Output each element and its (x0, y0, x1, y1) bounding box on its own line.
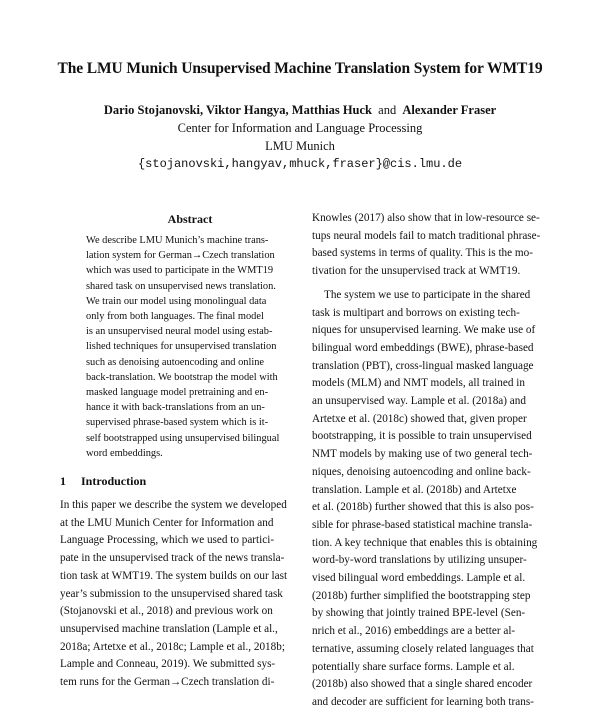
text-line: vised bilingual word embeddings. Lample et al. (312, 572, 526, 585)
text-line: tion. A key technique that enables this is obtaining (312, 536, 538, 549)
text-line: niques for unsupervised learning. We make use of (312, 324, 536, 337)
introduction-paragraph (60, 497, 320, 692)
author-emails: {stojanovski,hangyav,mhuck,fraser}@cis.lmu.de (137, 157, 463, 171)
text-line: tem runs for the German→Czech translation di- (60, 676, 275, 689)
text-line: task is multipart and borrows on existing tech- (312, 306, 520, 319)
paper-title: The LMU Munich Unsupervised Machine Translation System for WMT19 (57, 60, 543, 77)
text-line: bilingual word embeddings (BWE), phrase-based (312, 341, 534, 354)
text-line: only from both languages. The final model (86, 311, 264, 323)
text-line: unsupervised machine translation (Lample et al., (60, 622, 278, 635)
text-line: Artetxe et al. (2018c) showed that, given proper (312, 412, 527, 425)
left-column (60, 210, 320, 692)
text-line: an unsupervised way. Lample et al. (2018a) and (312, 395, 526, 408)
section-heading-introduction (60, 473, 320, 489)
text-line: tion task at WMT19. The system builds on our last (60, 569, 288, 582)
text-line: (2018b) also showed that a single shared encoder (312, 678, 533, 691)
text-line: tivation for the unsupervised track at WMT19. (312, 265, 521, 278)
text-line: ternative, assuming closely related languages that (312, 642, 534, 655)
text-line: at the LMU Munich Center for Information and (60, 516, 274, 529)
affiliation: Center for Information and Language Processing (177, 121, 423, 135)
last-author-name: Alexander Fraser (402, 103, 497, 117)
text-line: masked language model pretraining and en- (86, 387, 269, 399)
text-line: back-translation. We bootstrap the model with (86, 371, 278, 383)
text-line: (2018b) further simplified the bootstrapping step (312, 589, 531, 602)
text-line: bootstrapping, it is possible to train unsupervised (312, 430, 532, 443)
text-line: word-by-word translations by utilizing unsuper- (312, 554, 527, 567)
text-line: We train our model using monolingual data (86, 295, 267, 307)
text-line: translation. Lample et al. (2018b) and Artetxe (312, 483, 517, 496)
text-line: translation (PBT), cross-lingual masked language (312, 359, 534, 372)
text-line: NMT models by making use of two general tech- (312, 448, 533, 461)
text-line: year’s submission to the unsupervised shared task (60, 587, 283, 600)
abstract-heading: Abstract (167, 212, 213, 226)
text-line: lished techniques for unsupervised translation (86, 341, 277, 353)
text-line: et al. (2018b) further showed that this is also pos- (312, 501, 534, 514)
text-line: is an unsupervised neural model using estab- (86, 326, 273, 338)
text-line: based systems in terms of quality. This is the mo- (312, 247, 533, 260)
text-line: tups neural models fail to match traditional phrase- (312, 229, 541, 242)
text-line: self bootstrapped using unsupervised bilingual (86, 432, 280, 444)
text-line: sible for phrase-based statistical machine transla- (312, 518, 533, 531)
text-line: The system we use to participate in the shared (324, 288, 531, 301)
text-line: and decoder are sufficient for learning both trans- (312, 695, 534, 708)
text-line: models (MLM) and NMT models, all trained in (312, 377, 525, 390)
author-line (0, 101, 600, 119)
text-line: nrich et al., 2016) embeddings are a better al- (312, 625, 516, 638)
author-names: Dario Stojanovski, Viktor Hangya, Matthias Huck (103, 103, 373, 117)
author-conjunction: and (378, 103, 397, 117)
abstract-body (86, 233, 300, 461)
text-line: which was used to participate in the WMT19 (86, 265, 274, 277)
text-line: by showing that jointly trained BPE-level (Sen- (312, 607, 526, 620)
text-line: Knowles (2017) also show that in low-resource se- (312, 212, 540, 224)
text-line: word embeddings. (86, 447, 163, 459)
text-line: (Stojanovski et al., 2018) and previous work on (60, 605, 273, 618)
text-line: hance it with back-translations from an un- (86, 402, 265, 414)
paragraph-system-description (312, 287, 570, 712)
text-line: shared task on unsupervised news translation. (86, 280, 276, 292)
text-line: such as denoising autoencoding and online (86, 356, 265, 368)
section-number: 1 (60, 474, 66, 489)
text-line: In this paper we describe the system we developed (60, 499, 287, 512)
text-line: pate in the unsupervised track of the news transla- (60, 552, 285, 565)
text-line: We describe LMU Munich’s machine trans- (86, 235, 269, 246)
section-title: Introduction (81, 474, 147, 489)
paragraph-continued (312, 210, 570, 281)
text-line: supervised phrase-based system which is it- (86, 417, 269, 429)
text-line: 2018a; Artetxe et al., 2018c; Lample et al., 2018b; (60, 640, 285, 653)
right-column (312, 210, 570, 712)
text-line: Lample and Conneau, 2019). We submitted sys- (60, 658, 276, 671)
institution: LMU Munich (265, 139, 335, 153)
text-line: Language Processing, which we used to partici- (60, 534, 275, 547)
text-line: lation system for German→Czech translation (86, 250, 275, 262)
text-line: niques, denoising autoencoding and online back- (312, 465, 531, 478)
author-block (0, 101, 600, 173)
text-line: potentially share surface forms. Lample et al. (312, 660, 515, 673)
